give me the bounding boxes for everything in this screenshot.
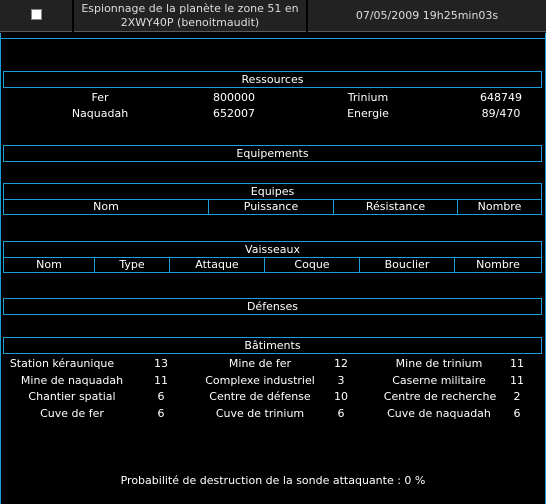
vaisseaux-col-type: Type xyxy=(94,258,170,273)
batiment-level: 6 xyxy=(513,407,521,420)
batiments-header: Bâtiments xyxy=(3,337,542,354)
vaisseaux-col-nom: Nom xyxy=(3,258,95,273)
batiment-name: Cuve de fer xyxy=(40,407,104,420)
frame-top-line xyxy=(0,38,546,39)
report-title-line2: 2XWY40P (benoitmaudit) xyxy=(120,16,260,29)
batiment-name: Mine de fer xyxy=(228,357,292,370)
report-header xyxy=(0,0,546,33)
batiment-level: 11 xyxy=(154,374,168,387)
naquadah-value: 652007 xyxy=(213,107,255,120)
defenses-header: Défenses xyxy=(3,298,542,315)
batiment-level: 11 xyxy=(510,357,524,370)
equipes-col-nombre: Nombre xyxy=(457,200,542,215)
trinium-value: 648749 xyxy=(480,91,522,104)
batiment-name: Centre de recherche xyxy=(383,390,497,403)
ressources-header: Ressources xyxy=(3,71,542,88)
vaisseaux-header: Vaisseaux xyxy=(3,241,542,258)
report-date-cell xyxy=(308,0,546,32)
probability-text: Probabilité de destruction de la sonde attaquante : 0 % xyxy=(120,474,426,487)
equipes-col-resistance: Résistance xyxy=(333,200,458,215)
batiment-level: 6 xyxy=(157,390,165,403)
batiment-level: 2 xyxy=(513,390,521,403)
batiment-level: 11 xyxy=(510,374,524,387)
report-title-line1: Espionnage de la planète le zone 51 en xyxy=(81,2,299,15)
batiment-level: 3 xyxy=(337,374,345,387)
batiment-name: Cuve de trinium xyxy=(215,407,305,420)
fer-label: Fer xyxy=(91,91,109,104)
batiment-level: 12 xyxy=(334,357,348,370)
report-title-cell xyxy=(74,0,306,32)
batiment-name: Mine de naquadah xyxy=(20,374,124,387)
batiment-name: Chantier spatial xyxy=(28,390,116,403)
equipes-header: Equipes xyxy=(3,183,542,200)
select-cell xyxy=(0,0,72,32)
select-checkbox[interactable] xyxy=(31,9,42,20)
report-title xyxy=(74,2,306,30)
batiment-level: 6 xyxy=(157,407,165,420)
batiment-name: Mine de trinium xyxy=(395,357,483,370)
batiment-name: Centre de défense xyxy=(209,390,311,403)
vaisseaux-col-nombre: Nombre xyxy=(454,258,542,273)
equipes-col-nom: Nom xyxy=(3,200,209,215)
vaisseaux-col-coque: Coque xyxy=(264,258,360,273)
batiment-name: Complexe industriel xyxy=(205,374,315,387)
batiment-name: Cuve de naquadah xyxy=(387,407,491,420)
batiment-name: Caserne militaire xyxy=(392,374,486,387)
equipements-header: Equipements xyxy=(3,145,542,162)
energie-value: 89/470 xyxy=(481,107,521,120)
energie-label: Energie xyxy=(347,107,389,120)
naquadah-label: Naquadah xyxy=(71,107,129,120)
fer-value: 800000 xyxy=(213,91,255,104)
vaisseaux-col-attaque: Attaque xyxy=(169,258,265,273)
batiment-level: 10 xyxy=(334,390,348,403)
report-date: 07/05/2009 19h25min03s xyxy=(355,9,499,22)
frame-left-line xyxy=(0,33,1,504)
vaisseaux-col-bouclier: Bouclier xyxy=(359,258,455,273)
batiment-name: Station kéraunique xyxy=(9,357,115,370)
batiment-level: 6 xyxy=(337,407,345,420)
trinium-label: Trinium xyxy=(347,91,389,104)
batiment-level: 13 xyxy=(154,357,168,370)
equipes-col-puissance: Puissance xyxy=(208,200,334,215)
